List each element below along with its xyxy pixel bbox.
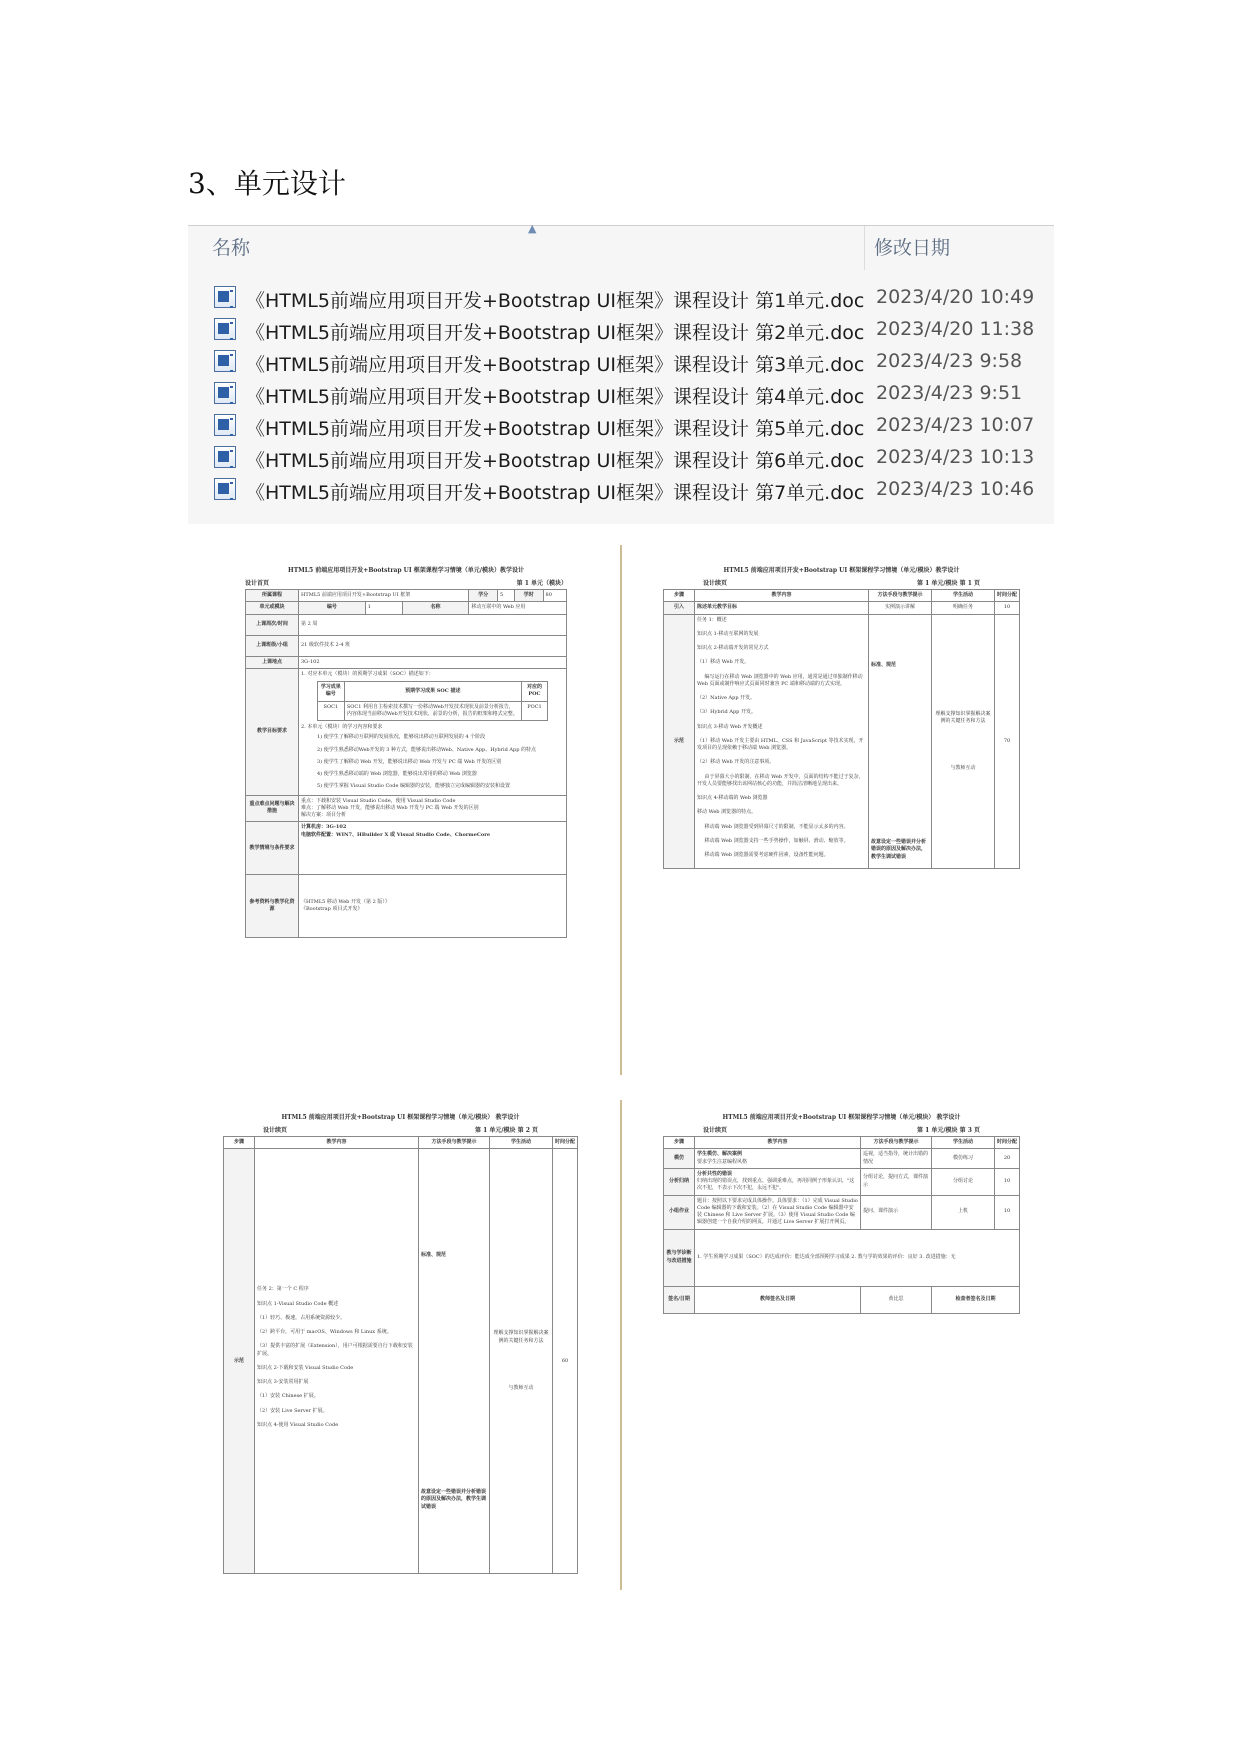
cell: 明确任务	[932, 602, 995, 614]
cell: 1	[365, 602, 402, 614]
env-line: 计算机房：3G-102	[301, 824, 347, 831]
goal-item: 1) 使学生了解移动互联网的发展状况，能够说出移动互联网发展的 4 个阶段	[317, 734, 486, 741]
col-header: 步骤	[664, 1137, 695, 1149]
content-line: （3）Hybrid App 开发。	[697, 709, 756, 716]
col-header: 学生活动	[490, 1137, 553, 1149]
env-cell	[299, 822, 567, 875]
word-doc-icon	[214, 414, 236, 436]
content-cell	[695, 614, 869, 869]
design-table	[223, 1136, 578, 1574]
cell: 80	[543, 590, 566, 602]
page-right-label: 第 1 单元（模块）	[516, 580, 567, 587]
content-line: 任务 2：第一个 C 程序	[257, 1286, 309, 1293]
word-doc-icon	[214, 478, 236, 500]
cell: 分组讨论	[932, 1168, 995, 1195]
file-name: 《HTML5前端应用项目开发+Bootstrap UI框架》课程设计 第3单元.doc	[246, 354, 865, 376]
method-line: 标准、规范	[871, 661, 897, 668]
cell: 10	[995, 1195, 1020, 1229]
file-date: 2023/4/23 10:07	[876, 414, 1035, 436]
cell: 提问、课件演示	[861, 1195, 932, 1229]
doc-page-1	[245, 565, 567, 938]
activity-line: 与教师互动	[950, 765, 976, 771]
doc-page-3	[223, 1112, 578, 1574]
content-line: 知识点 3-移动 Web 开发概述	[697, 723, 763, 730]
file-row[interactable]	[188, 282, 1054, 314]
file-row[interactable]	[188, 474, 1054, 506]
method-line: 标准、规范	[421, 1251, 447, 1258]
word-doc-icon	[214, 382, 236, 404]
file-name: 《HTML5前端应用项目开发+Bootstrap UI框架》课程设计 第4单元.doc	[246, 386, 865, 408]
page-left-label: 设计续页	[703, 580, 728, 587]
col-header: 方法手段与教学提示	[869, 590, 932, 602]
design-table	[663, 1136, 1020, 1314]
cell: 题目：按照以下要求完成具体操作。具体要求：（1）完成 Visual Studio Code 编辑器的下载和安装。（2）在 Visual Studio Code 编辑器中安装 Chinese 和 Live Server 扩展。（3）使用 Visual Studio Code 编辑器创建一个自我介绍的网页，并通过 Live Server 扩展打开网页。	[695, 1195, 861, 1229]
cell: 5	[498, 590, 515, 602]
cell-label: 所属课程	[246, 590, 299, 602]
content-line: （1）轻巧、极速，占用系统资源较少。	[257, 1314, 346, 1321]
cell-label: 编号	[299, 602, 366, 614]
doc-page-2	[663, 565, 1020, 869]
goal-item: 2) 使学生熟悉移动Web开发的 3 种方式，能够说出移动Web、Native App、Hybrid App 的特点	[317, 746, 536, 753]
time-cell: 70	[995, 614, 1020, 869]
cell: 3G-102	[299, 656, 567, 668]
cell: 模仿练习	[932, 1149, 995, 1169]
cell: 1. 学生预期学习成果（SOC）的达成评价：能达成全部预期学习成果 2. 教与学的效果的评价：良好 3. 改进措施：无	[695, 1229, 1020, 1286]
cell: 10	[995, 602, 1020, 614]
content-line: （1）安装 Chinese 扩展。	[257, 1393, 319, 1400]
key-point: 解决方案：项目分析	[301, 812, 347, 818]
file-date: 2023/4/20 11:38	[876, 318, 1035, 340]
content-line: （1）移动 Web 开发。	[697, 659, 750, 666]
doc-title: HTML5 前端应用项目开发+Bootstrap UI 框架课程学习情境（单元/模块） 教学设计	[281, 1114, 520, 1121]
goal-item: 3) 使学生了解移动 Web 开发，能够说出移动 Web 开发与 PC 端 Web 开发的区别	[317, 758, 502, 765]
file-date: 2023/4/23 10:46	[876, 478, 1035, 500]
cell: 20	[995, 1149, 1020, 1169]
file-row[interactable]	[188, 442, 1054, 474]
method-line: 故意设定一些错误并分析错误的原因及解决办法，教学生调试错误	[871, 839, 927, 860]
cell	[695, 1149, 861, 1169]
cell-label: 学分	[469, 590, 498, 602]
doc-title: HTML5 前端应用项目开发+Bootstrap UI 框架课程学习情境（单元/模块）教学设计	[288, 567, 524, 574]
page-right-label: 第 1 单元/模块 第 3 页	[917, 1127, 980, 1134]
column-separator[interactable]	[864, 226, 865, 270]
activity-line: 理解支撑知识掌握解决案例的关键任务和方法	[935, 710, 991, 724]
soc-cell: POC1	[521, 701, 547, 721]
page-right-label: 第 1 单元/模块 第 2 页	[475, 1127, 538, 1134]
cell: 陈述单元教学目标	[695, 602, 869, 614]
time-cell: 60	[553, 1149, 578, 1574]
doc-page-4	[663, 1112, 1020, 1314]
file-date: 2023/4/23 9:58	[876, 350, 1023, 372]
cell: 21 级软件技术 2-4 班	[299, 635, 567, 656]
section-title: 3、单元设计	[188, 167, 346, 200]
content-line: 编写运行在移动 Web 浏览器中的 Web 应用，通常是通过单独制作移动 Web 页面或制作响应式页面同时兼容 PC 端和移动端的方式实现。	[697, 673, 863, 687]
col-header: 步骤	[664, 590, 695, 602]
cell-label: 重点难点问题与解决措施	[246, 795, 299, 822]
method-line: 故意设定一些错误并分析错误的原因及解决办法，教学生调试错误	[421, 1489, 487, 1510]
page-left-label: 设计续页	[263, 1127, 288, 1134]
soc-header: 学习成果编号	[317, 682, 344, 702]
cell-label: 学时	[514, 590, 543, 602]
key-cell	[299, 795, 567, 822]
word-doc-icon	[214, 318, 236, 340]
file-list	[188, 282, 1054, 506]
cell: 黄比思	[861, 1286, 932, 1313]
col-header: 时间分配	[995, 1137, 1020, 1149]
env-line: 电脑软件配置：WIN7、HBuilder X 或 Visual Studio Code、ChormeCore	[301, 831, 491, 838]
activity-cell	[932, 614, 995, 869]
col-header: 教学内容	[695, 1137, 861, 1149]
content-line: 移动 Web 浏览器的特点。	[697, 809, 757, 816]
file-name: 《HTML5前端应用项目开发+Bootstrap UI框架》课程设计 第5单元.doc	[246, 418, 865, 440]
col-header: 学生活动	[932, 1137, 995, 1149]
cell: 模仿	[664, 1149, 695, 1169]
content-line: 知识点 3-安装常用扩展	[257, 1379, 309, 1386]
word-doc-icon	[214, 350, 236, 372]
col-header: 时间分配	[995, 590, 1020, 602]
cell: 分析归纳	[664, 1168, 695, 1195]
cell: 分组讨论，提问方式，课件演示	[861, 1168, 932, 1195]
file-row[interactable]	[188, 346, 1054, 378]
file-date: 2023/4/23 10:13	[876, 446, 1035, 468]
cell: 签名/日期	[664, 1286, 695, 1313]
col-header: 方法手段与教学提示	[861, 1137, 932, 1149]
file-name: 《HTML5前端应用项目开发+Bootstrap UI框架》课程设计 第6单元.doc	[246, 450, 865, 472]
soc-header: 预期学习成果 SOC 描述	[344, 682, 521, 702]
content-line: （2）安装 Live Server 扩展。	[257, 1407, 328, 1414]
cell: 示范	[224, 1149, 255, 1574]
column-header-date[interactable]: 修改日期	[874, 237, 951, 259]
cell: 教与学诊断与改进措施	[664, 1229, 695, 1286]
cell: 教师签名及日期	[695, 1286, 861, 1313]
doc-title: HTML5 前端应用项目开发+Bootstrap UI 框架课程学习情境（单元/模块） 教学设计	[722, 1114, 961, 1121]
cell: 实例演示讲解	[869, 602, 932, 614]
word-doc-icon	[214, 286, 236, 308]
file-name: 《HTML5前端应用项目开发+Bootstrap UI框架》课程设计 第7单元.doc	[246, 482, 865, 504]
doc-title: HTML5 前端应用项目开发+Bootstrap UI 框架课程学习情境（单元/模块）教学设计	[723, 567, 960, 574]
goal-intro: 1. 对应本单元（模块）的预期学习成果（SOC）描述如下：	[301, 670, 434, 677]
cell-label: 名称	[402, 602, 469, 614]
cell: HTML5 前端应用项目开发+Bootstrap UI 框架	[299, 590, 469, 602]
cell-label: 上课班级/小组	[246, 635, 299, 656]
soc-cell: SOC1 利用自主检索技术撰写一份移动Web开发技术现状及前景分析报告，内容体现当前移动Web开发技术现状、前景的分析，报告的框架和格式完整。	[344, 701, 521, 721]
activity-line: 与教师互动	[508, 1384, 534, 1391]
content-line: 知识点 2-下载和安装 Visual Studio Code	[257, 1364, 354, 1371]
method-cell	[869, 614, 932, 869]
file-row[interactable]	[188, 314, 1054, 346]
content-cell	[255, 1149, 419, 1574]
cell: 巡视，适当指导，统计出错的情况	[861, 1149, 932, 1169]
design-table	[663, 589, 1020, 869]
goal-item: 5) 使学生掌握 Visual Studio Code 编辑器的安装，能够独立完成编辑器的安装和设置	[317, 783, 511, 790]
file-name: 《HTML5前端应用项目开发+Bootstrap UI框架》课程设计 第2单元.doc	[246, 322, 865, 344]
page-left-label: 设计首页	[245, 580, 270, 587]
content-line: 知识点 1-移动互联网的发展	[697, 630, 759, 637]
ref-line: 《Bootstrap 项目式开发》	[301, 906, 363, 913]
design-table	[245, 589, 567, 938]
cell-label: 上课周次/时间	[246, 614, 299, 635]
content-line: （2）跨平台，可用于 macOS、Windows 和 Linux 系统。	[257, 1329, 392, 1336]
file-name: 《HTML5前端应用项目开发+Bootstrap UI框架》课程设计 第1单元.doc	[246, 290, 865, 312]
col-header: 方法手段与教学提示	[419, 1137, 490, 1149]
content-line: 知识点 2-移动端开发的常见方式	[697, 645, 769, 651]
content-line: 移动端 Web 浏览器需要考虑硬件因素，设备性能问题。	[704, 852, 829, 858]
soc-header: 对应的 POC	[521, 682, 547, 702]
sort-arrow-icon[interactable]: ▲	[528, 222, 537, 235]
content-line: 知识点 4-移动端的 Web 浏览器	[697, 795, 768, 801]
goals-cell	[299, 668, 567, 795]
file-date: 2023/4/20 10:49	[876, 286, 1035, 308]
activity-line: 理解支撑知识掌握解决案例的关键任务和方法	[493, 1330, 549, 1344]
cell-line: 学生模仿、解决案例	[697, 1151, 743, 1158]
key-point: 难点：了解移动 Web 开发，能够说出移动 Web 开发与 PC 端 Web 开发的区别	[301, 804, 479, 811]
col-header: 步骤	[224, 1137, 255, 1149]
cell: 上机	[932, 1195, 995, 1229]
cell-label: 教学目标要求	[246, 668, 299, 795]
cell-line: 分析共性的错误	[697, 1170, 733, 1177]
activity-cell	[490, 1149, 553, 1574]
content-line: （3）提供丰富的扩展（Extension），用户可根据需要自行下载和安装扩展。	[257, 1343, 413, 1357]
column-header-name[interactable]: 名称	[212, 237, 251, 259]
file-row[interactable]	[188, 410, 1054, 442]
cell-label: 参考资料与教学化资源	[246, 875, 299, 938]
content-line: 知识点 1-Visual Studio Code 概述	[257, 1300, 339, 1307]
file-row[interactable]	[188, 378, 1054, 410]
goal-subtitle: 2. 本单元（模块）的学习内容和要求	[301, 724, 383, 730]
cell-label: 上课地点	[246, 656, 299, 668]
content-line: 知识点 4-使用 Visual Studio Code	[257, 1421, 339, 1428]
cell: 示范	[664, 614, 695, 869]
method-cell	[419, 1149, 490, 1574]
cell-line: 要求学生注意编程风格	[697, 1158, 748, 1165]
cell-label: 单元或模块	[246, 602, 299, 614]
cell: 10	[995, 1168, 1020, 1195]
content-line: 移动端 Web 浏览器支持一些手势操作，如触屏、滑动、缩放等。	[704, 837, 849, 844]
page-right-label: 第 1 单元/模块 第 1 页	[917, 580, 980, 587]
cell: 移动互联中的 Web 应用	[469, 602, 567, 614]
cell: 第 2 周	[299, 614, 567, 635]
soc-table	[317, 681, 548, 721]
file-date: 2023/4/23 9:51	[876, 382, 1023, 404]
goal-item: 4) 使学生熟悉移动端的 Web 浏览器，能够说出常用的移动 Web 浏览器	[317, 771, 477, 777]
ref-line: 《HTML5 移动 Web 开发（第 2 版）》	[301, 899, 390, 905]
file-explorer	[188, 222, 1054, 524]
soc-cell: SOC1	[317, 701, 344, 721]
cell-label: 教学情境与条件要求	[246, 822, 299, 875]
col-header: 时间分配	[553, 1137, 578, 1149]
content-line: 由于屏幕大小的限制，在移动 Web 开发中，页面的结构不能过于复杂，开发人员要能够找出该网站核心的功能，并简洁清晰地呈现出来。	[697, 773, 864, 787]
cell: 检查者签名及日期	[932, 1286, 1020, 1313]
page-left-label: 设计续页	[703, 1127, 728, 1134]
key-point: 重点：下载和安装 Visual Studio Code，使用 Visual Studio Code	[301, 797, 456, 804]
page-divider	[620, 1100, 622, 1590]
col-header: 教学内容	[255, 1137, 419, 1149]
cell: 小组作业	[664, 1195, 695, 1229]
content-line: 任务 1：概述	[697, 616, 727, 623]
content-line: （2）Native App 开发。	[697, 695, 756, 701]
content-line: （2）移动 Web 开发的注意事项。	[697, 759, 775, 766]
cell-line: 归纳出现的错误点，找到重点、强调重难点，再用同例子形象认识，"这次不犯，不表示下次不犯，永远不犯"。	[697, 1178, 855, 1192]
cell	[695, 1168, 861, 1195]
content-line: （1）移动 Web 开发主要由 HTML、CSS 和 JavaScript 等技术实现，开发项目的呈现依赖于移动端 Web 浏览器。	[697, 737, 864, 751]
content-line: 移动端 Web 浏览器受到屏幕尺寸的限制，不能显示太多的内容。	[704, 823, 849, 830]
page-divider	[620, 545, 622, 1075]
cell: 引入	[664, 602, 695, 614]
ref-cell	[299, 875, 567, 938]
word-doc-icon	[214, 446, 236, 468]
col-header: 学生活动	[932, 590, 995, 602]
col-header: 教学内容	[695, 590, 869, 602]
